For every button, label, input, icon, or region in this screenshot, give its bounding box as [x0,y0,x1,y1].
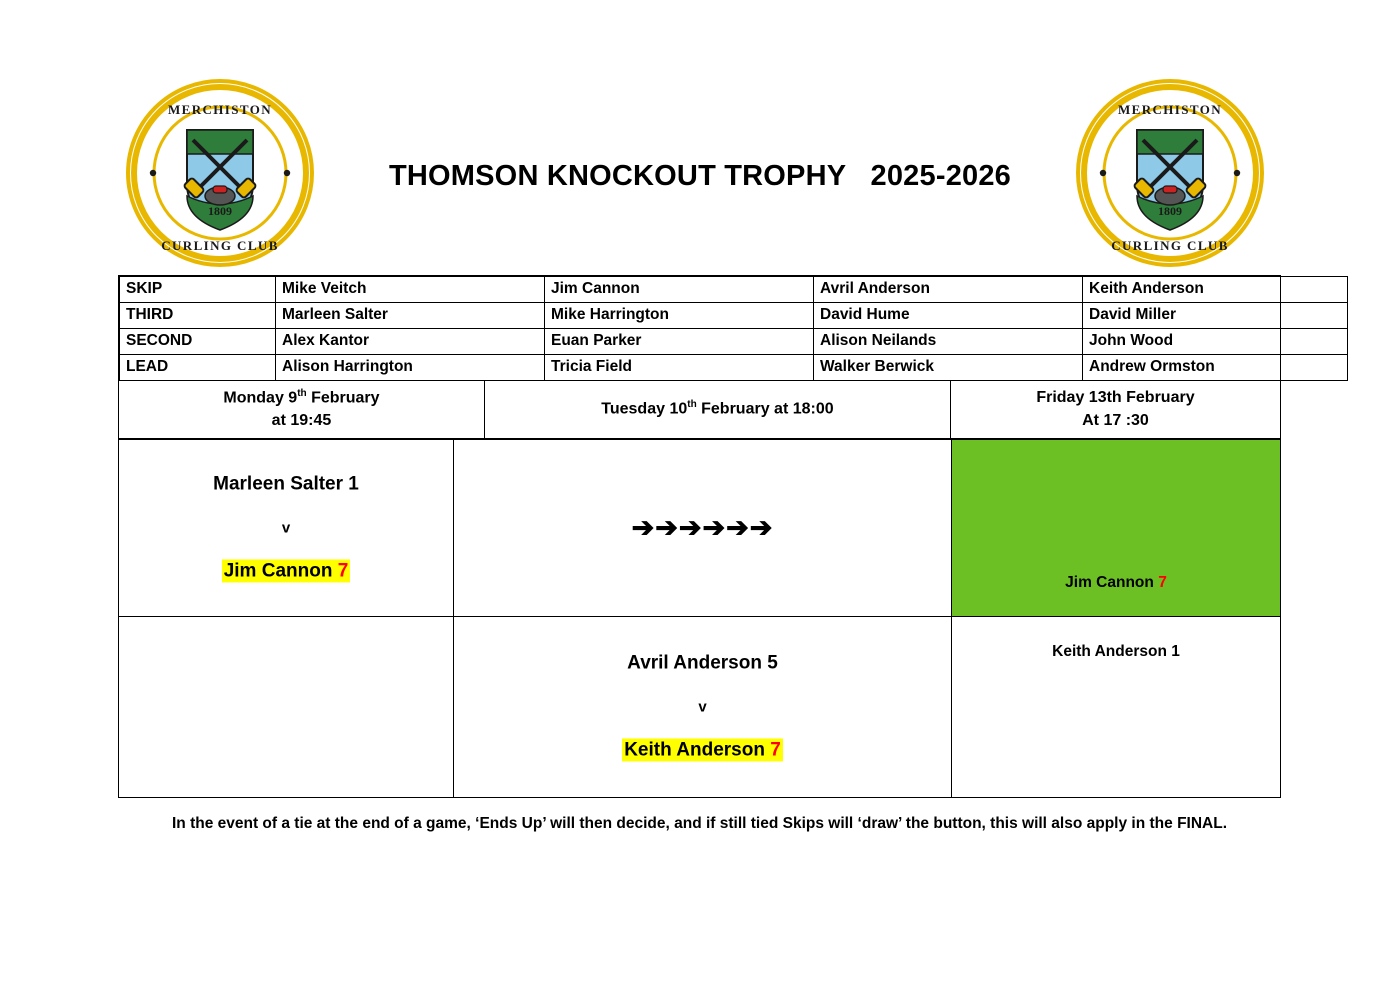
final-date-line1: Friday 13th February [1036,389,1195,407]
club-logo-right [1075,78,1265,268]
progress-arrows-icon: ➔➔➔➔➔➔ [631,512,774,543]
round2-match-cell [453,617,951,797]
team4-player: John Wood [1083,329,1348,355]
final-opponent-cell [951,617,1280,797]
team3-player: Walker Berwick [814,355,1083,381]
team2-player: Euan Parker [545,329,814,355]
footnote-line2: FINAL. [1177,815,1227,832]
team2-player: Tricia Field [545,355,814,381]
document-header [0,0,1399,253]
svg-text:CURLING CLUB: CURLING CLUB [161,238,279,253]
svg-text:CURLING CLUB: CURLING CLUB [1111,238,1229,253]
final-date [950,381,1280,439]
svg-text:MERCHISTON: MERCHISTON [1117,102,1223,117]
table-row [120,355,1348,381]
team3-player: Alison Neilands [814,329,1083,355]
final-date-line2: At 17 :30 [1082,411,1149,429]
schedule-header-row [119,381,1280,439]
team1-player: Mike Veitch [276,277,545,303]
team2-player: Mike Harrington [545,303,814,329]
round2-team-a: Avril Anderson 5 [627,652,778,674]
team2-player: Jim Cannon [545,277,814,303]
round2-match [454,640,951,775]
round1-empty-cell [119,617,453,797]
tie-break-footnote [118,812,1281,836]
round2-team-b: Keith Anderson 7 [624,739,781,761]
page-title: THOMSON KNOCKOUT TROPHY 2025-2026 [388,160,1012,192]
round1-team-b: Jim Cannon 7 [223,560,349,582]
knockout-sheet [118,275,1281,798]
team4-player: David Miller [1083,303,1348,329]
round1-date-line1: Monday 9th February [223,388,380,407]
table-row [120,303,1348,329]
round2-arrow-cell [453,440,951,616]
round2-date [484,381,950,439]
round1-date-line2: at 19:45 [271,411,332,429]
round1-match [119,461,453,596]
svg-text:MERCHISTON: MERCHISTON [167,102,273,117]
bracket-row-2 [119,616,1280,797]
team4-player: Keith Anderson [1083,277,1348,303]
team3-player: Avril Anderson [814,277,1083,303]
team1-player: Alison Harrington [276,355,545,381]
round1-team-a: Marleen Salter 1 [213,473,359,495]
team3-player: David Hume [814,303,1083,329]
team4-player: Andrew Ormston [1083,355,1348,381]
table-row [120,277,1348,303]
svg-text:1809: 1809 [208,204,232,218]
row-position-label: SECOND [120,329,276,355]
footnote-line1: In the event of a tie at the end of a game, ‘Ends Up’ will then decide, and if still tied Skips will ‘draw’ the button, this will also apply in the [171,815,1173,832]
club-logo-left [125,78,315,268]
round1-date [119,381,484,439]
bracket-row-1 [119,439,1280,616]
row-position-label: LEAD [120,355,276,381]
row-position-label: SKIP [120,277,276,303]
table-row [120,329,1348,355]
team-roster-table [119,276,1348,381]
round2-date-line1: Tuesday 10th February at 18:00 [601,399,834,418]
team1-player: Alex Kantor [276,329,545,355]
final-team-top: Jim Cannon 7 [1065,574,1167,592]
final-winner-cell [951,440,1280,616]
team1-player: Marleen Salter [276,303,545,329]
svg-text:1809: 1809 [1158,204,1182,218]
round2-versus: v [698,697,707,715]
final-team-bottom: Keith Anderson 1 [1052,643,1180,661]
round1-versus: v [281,518,291,536]
row-position-label: THIRD [120,303,276,329]
round1-match-cell [119,440,453,616]
